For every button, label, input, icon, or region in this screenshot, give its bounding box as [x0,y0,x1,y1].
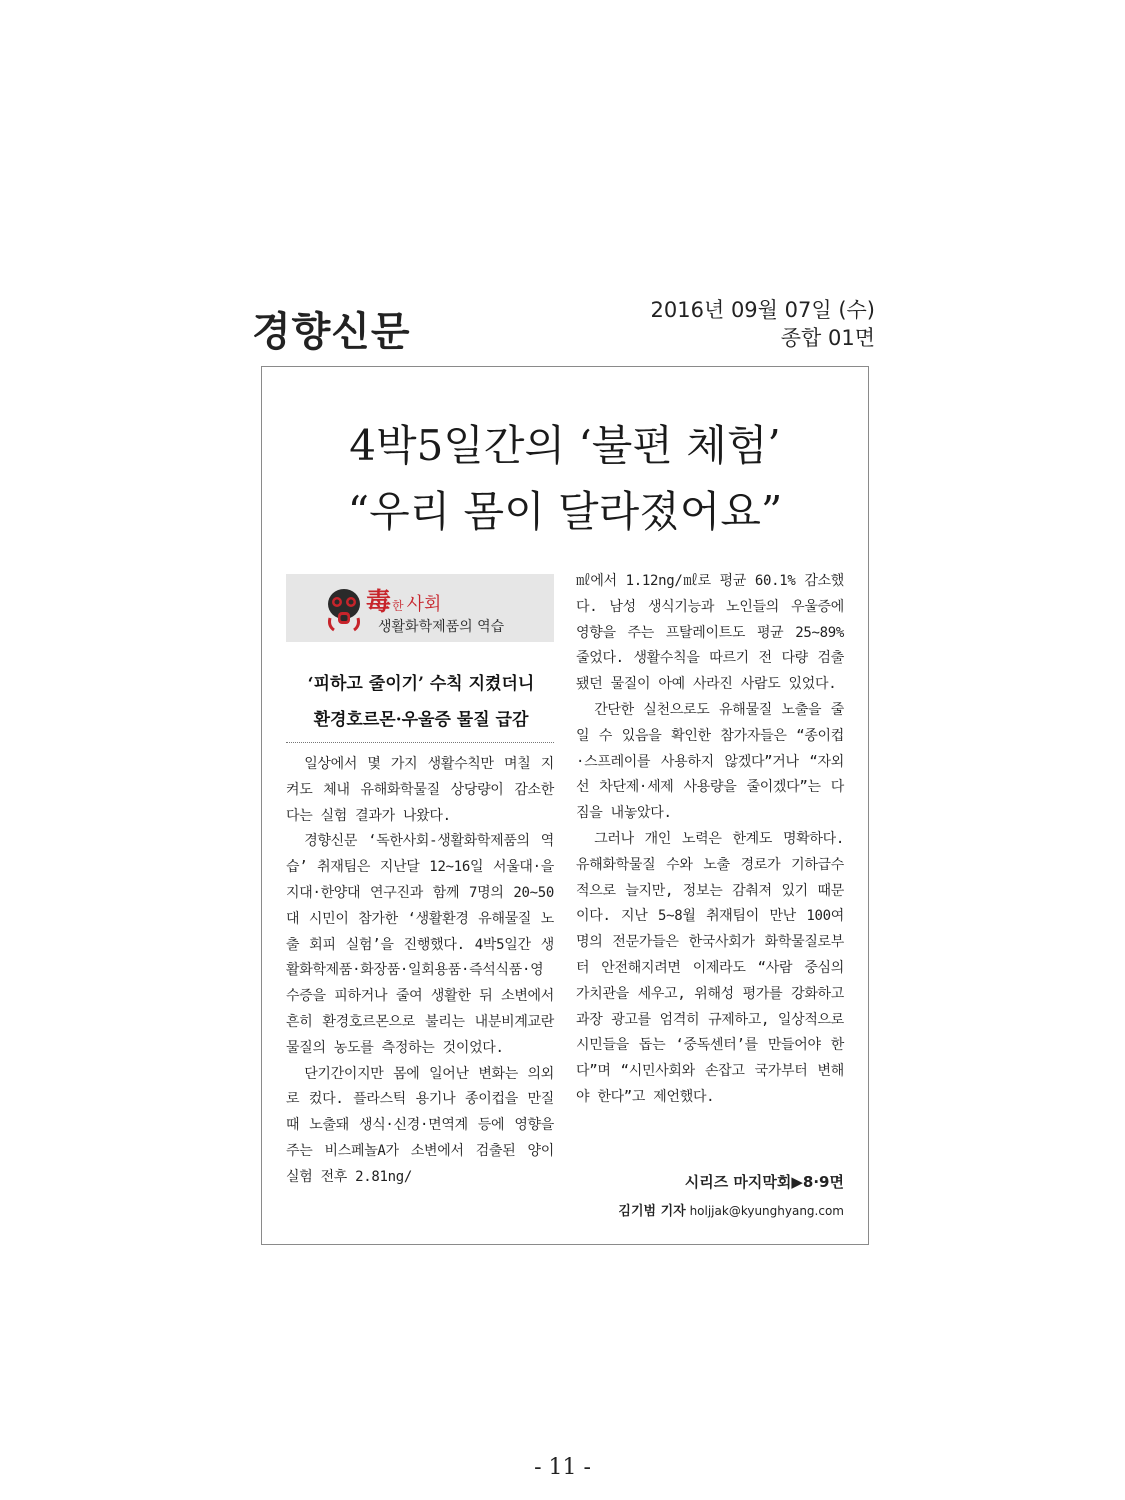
reporter-email: holjjak@kyunghyang.com [689,1204,844,1218]
series-title-suffix: 한 [392,599,404,613]
subheadline-divider [286,742,554,743]
paragraph: 경향신문 ‘독한사회-생활화학제품의 역습’ 취재팀은 지난달 12~16일 서울대·을지대·한양대 연구진과 함께 7명의 20~50대 시민이 참가한 ‘생활환경 유해물질 노출 회피 실험’을 진행했다. 4박5일간 생활화학제품·화장품·일회용품·즉석식품·영수증을 피하거나 줄여 생활한 뒤 소변에서 흔히 환경호르몬으로 불리는 내분비계교란물질의 농도를 측정하는 것이었다. [286,833,554,1056]
section-page: 종합 01면 [780,326,875,350]
subheadline-line-1: ‘피하고 줄이기’ 수칙 지켰더니 [307,674,535,694]
page-number: - 11 - [534,1455,591,1480]
article-body-left-column [286,752,554,1191]
paragraph: 일상에서 몇 가지 생활수칙만 며칠 지켜도 체내 유해화학물질 상당량이 감소한다는 실험 결과가 나왔다. [286,756,554,824]
publication-date: 2016년 09월 07일 (수) [650,298,875,322]
subheadline-line-2: 환경호르몬·우울증 물질 급감 [313,710,529,730]
series-banner [286,574,554,642]
headline-line-1: 4박5일간의 ‘불편 체험’ [349,421,781,470]
series-note: 시리즈 마지막회▶8·9면 [684,1173,844,1191]
article-frame [261,366,869,1245]
headline-line-2: “우리 몸이 달라졌어요” [347,487,783,536]
series-title-hanja: 毒 [366,587,392,616]
paragraph: 그러나 개인 노력은 한계도 명확하다. 유해화학물질 수와 노출 경로가 기하급수적으로 늘지만, 정보는 감춰져 있기 때문이다. 지난 5~8월 취재팀이 만난 100여명의 전문가들은 한국사회가 화학물질로부터 안전해지려면 이제라도 “사람 중심의 가치관을 세우고, 위해성 평가를 강화하고 과장 광고를 엄격히 규제하고, 일상적으로 시민들을 돕는 ‘중독센터’를 만들어야 한다”며 “시민사회와 손잡고 국가부터 변해야 한다”고 제언했다. [576,830,844,1105]
gas-mask-icon [326,588,362,632]
reporter-name: 김기범 기자 [618,1204,686,1219]
paragraph: 단기간이지만 몸에 일어난 변화는 의외로 컸다. 플라스틱 용기나 종이컵을 만질 때 노출돼 생식·신경·면역계 등에 영향을 주는 비스페놀A가 소변에서 검출된 양이 실험 전후 2.81ng/ [286,1065,554,1185]
date-block [651,296,875,352]
paragraph: 간단한 실천으로도 유해물질 노출을 줄일 수 있음을 확인한 참가자들은 “종이컵·스프레이를 사용하지 않겠다”거나 “자외선 차단제·세제 사용량을 줄이겠다”는 다짐을 내놓았다. [576,701,844,822]
paragraph-continued: ㎖에서 1.12ng/㎖로 평균 60.1% 감소했다. 남성 생식기능과 노인들의 우울증에 영향을 주는 프탈레이트도 평균 25~89% 줄었다. 생활수칙을 따르기 전 다량 검출됐던 물질이 아예 사라진 사람도 있었다. [576,573,844,693]
series-title-word: 사회 [406,594,442,615]
article-body-right-column [576,569,844,1111]
newspaper-masthead: 경향신문 [252,309,411,355]
series-title [366,582,441,618]
byline [618,1200,844,1219]
series-subtitle: 생활화학제품의 역습 [378,619,505,635]
